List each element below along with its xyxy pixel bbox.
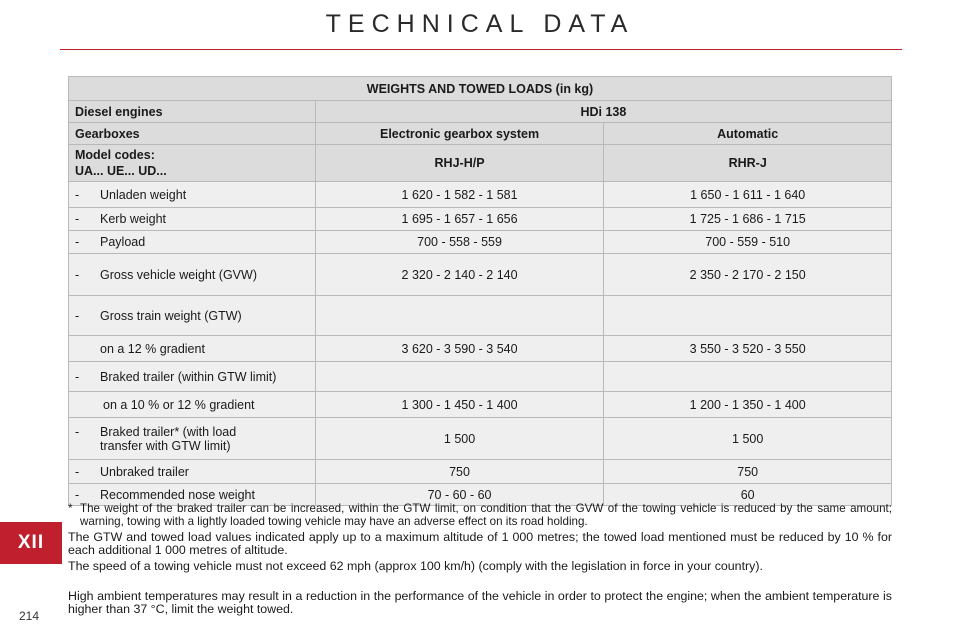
row-value-2: 750 [604, 460, 892, 484]
row-label: Payload [100, 235, 146, 249]
row-label: Braked trailer* (with load [100, 424, 237, 439]
title-divider [60, 49, 902, 50]
footnote [68, 502, 892, 528]
table-row: - Braked trailer (within GTW limit) [69, 362, 892, 392]
gearboxes-label: Gearboxes [69, 123, 316, 145]
table-row: - Unladen weight 1 620 - 1 582 - 1 581 1 650 - 1 611 - 1 640 [69, 182, 892, 208]
footnote-mark: * [68, 502, 73, 515]
model-codes-label [69, 145, 316, 182]
row-value-2 [604, 296, 892, 336]
note-speed: The speed of a towing vehicle must not exceed 62 mph (approx 100 km/h) (comply with the legislation in force in your country). [68, 559, 763, 573]
row-label: on a 12 % gradient [69, 336, 316, 362]
engine-name: HDi 138 [315, 101, 891, 123]
gearbox-electronic: Electronic gearbox system [315, 123, 604, 145]
model-code-1: RHJ-H/P [315, 145, 604, 182]
row-value-1: 750 [315, 460, 604, 484]
row-value-1 [315, 296, 604, 336]
model-code-2: RHR-J [604, 145, 892, 182]
row-value-1: 70 - 60 - 60 [315, 484, 604, 506]
row-value-1: 1 695 - 1 657 - 1 656 [315, 208, 604, 231]
table-row: - Recommended nose weight 70 - 60 - 60 60 [69, 484, 892, 506]
table-row: - Braked trailer* (with load transfer with GTW limit) 1 500 1 500 [69, 418, 892, 460]
row-value-2: 1 200 - 1 350 - 1 400 [604, 392, 892, 418]
gearbox-automatic: Automatic [604, 123, 892, 145]
row-label: Unbraked trailer [100, 464, 189, 479]
footnote-text: The weight of the braked trailer can be increased, within the GTW limit, on condition that the GVW of the towing vehicle is reduced by the same amount; warning, towing with a lightly loaded towing vehicle may have an adverse effect on its road holding. [80, 502, 892, 528]
row-value-2: 1 650 - 1 611 - 1 640 [604, 182, 892, 208]
model-codes-label-line-1: Model codes: [75, 148, 155, 162]
chapter-tab: XII [0, 522, 62, 564]
row-label: Kerb weight [100, 212, 167, 226]
note-temperature: High ambient temperatures may result in a reduction in the performance of the vehicle in order to protect the engine; when the ambient temperature is higher than 37 °C, limit the weight towed. [68, 589, 892, 616]
row-label: Gross vehicle weight (GVW) [100, 267, 257, 282]
row-value-2: 1 725 - 1 686 - 1 715 [604, 208, 892, 231]
row-label-continued: transfer with GTW limit) [100, 438, 231, 453]
page-number: 214 [19, 609, 40, 623]
row-label: Gross train weight (GTW) [100, 308, 242, 323]
row-value-2 [604, 362, 892, 392]
row-value-2: 2 350 - 2 170 - 2 150 [604, 254, 892, 296]
table-row [69, 392, 892, 418]
weights-table [68, 76, 892, 506]
table-row: - Unbraked trailer 750 750 [69, 460, 892, 484]
row-value-2: 60 [604, 484, 892, 506]
row-label: on a 10 % or 12 % gradient [69, 392, 316, 418]
row-value-1: 1 500 [315, 418, 604, 460]
table-row: - Gross train weight (GTW) [69, 296, 892, 336]
row-value-1: 2 320 - 2 140 - 2 140 [315, 254, 604, 296]
row-label: Braked trailer (within GTW limit) [100, 369, 277, 384]
row-value-2: 1 500 [604, 418, 892, 460]
row-value-1: 1 620 - 1 582 - 1 581 [315, 182, 604, 208]
page-title: TECHNICAL DATA [325, 10, 635, 38]
table-caption: WEIGHTS AND TOWED LOADS (in kg) [69, 77, 892, 101]
table-row: - Payload 700 - 558 - 559 700 - 559 - 510 [69, 231, 892, 254]
row-value-1: 700 - 558 - 559 [315, 231, 604, 254]
row-label: Recommended nose weight [100, 487, 255, 502]
table-row [69, 336, 892, 362]
row-value-1: 3 620 - 3 590 - 3 540 [315, 336, 604, 362]
row-value-1: 1 300 - 1 450 - 1 400 [315, 392, 604, 418]
table-row: - Gross vehicle weight (GVW) 2 320 - 2 140 - 2 140 2 350 - 2 170 - 2 150 [69, 254, 892, 296]
engines-label: Diesel engines [69, 101, 316, 123]
model-codes-label-line-2: UA... UE... UD... [75, 164, 167, 178]
row-value-1 [315, 362, 604, 392]
row-value-2: 3 550 - 3 520 - 3 550 [604, 336, 892, 362]
row-value-2: 700 - 559 - 510 [604, 231, 892, 254]
row-label: Unladen weight [100, 187, 187, 202]
note-altitude: The GTW and towed load values indicated apply up to a maximum altitude of 1 000 metres; the towed load mentioned must be reduced by 10 % for each additional 1 000 metres of altitude. [68, 530, 892, 557]
table-row: - Kerb weight 1 695 - 1 657 - 1 656 1 725 - 1 686 - 1 715 [69, 208, 892, 231]
